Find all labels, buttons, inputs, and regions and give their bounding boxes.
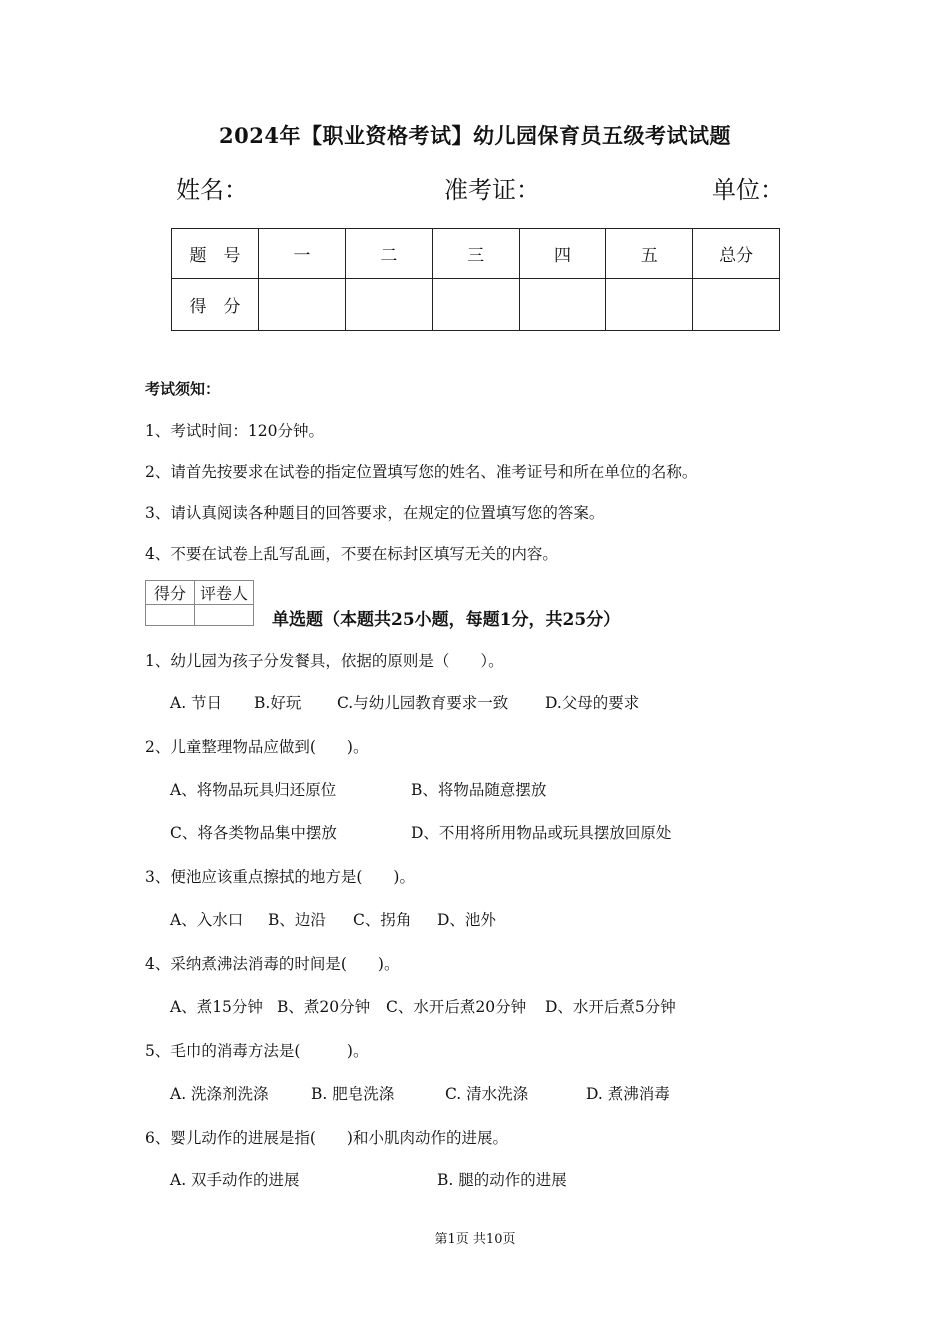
option-b: B、将物品随意摆放 — [411, 781, 547, 799]
score-input-cell[interactable] — [606, 279, 693, 331]
question-stem: 3、便池应该重点擦拭的地方是( )。 — [145, 868, 415, 886]
score-table-cell: 一 — [259, 229, 346, 279]
score-table — [171, 228, 780, 331]
score-table-cell: 五 — [606, 229, 693, 279]
grader-score-cell[interactable] — [146, 605, 195, 626]
notice-item: 3、请认真阅读各种题目的回答要求，在规定的位置填写您的答案。 — [145, 504, 605, 522]
option-d: D、水开后煮5分钟 — [545, 998, 676, 1016]
grader-name-label: 评卷人 — [195, 581, 254, 605]
exam-id-field-label: 准考证： — [444, 176, 540, 204]
page-footer: 第1页 共10页 — [434, 1232, 516, 1247]
score-table-header-row — [172, 229, 780, 279]
notice-item: 2、请首先按要求在试卷的指定位置填写您的姓名、准考证号和所在单位的名称。 — [145, 463, 698, 481]
score-table-cell: 三 — [432, 229, 519, 279]
option-d: D、不用将所用物品或玩具摆放回原处 — [411, 824, 672, 842]
unit-field-label: 单位： — [712, 176, 784, 204]
option-d: D.父母的要求 — [545, 694, 640, 712]
score-input-cell[interactable] — [519, 279, 606, 331]
score-input-cell[interactable] — [432, 279, 519, 331]
question-stem: 2、儿童整理物品应做到( )。 — [145, 738, 369, 756]
option-b: B. 肥皂洗涤 — [311, 1085, 395, 1103]
name-field-label: 姓名： — [176, 176, 248, 204]
option-a: A、入水口 — [170, 911, 244, 929]
option-a: A、煮15分钟 — [170, 998, 263, 1016]
option-c: C.与幼儿园教育要求一致 — [337, 694, 509, 712]
score-table-score-row — [172, 279, 780, 331]
notice-item: 1、考试时间：120分钟。 — [145, 422, 324, 440]
option-a: A. 洗涤剂洗涤 — [170, 1085, 269, 1103]
option-b: B、边沿 — [268, 911, 326, 929]
option-d: D. 煮沸消毒 — [586, 1085, 670, 1103]
option-c: C、拐角 — [353, 911, 412, 929]
option-d: D、池外 — [437, 911, 496, 929]
notice-heading: 考试须知： — [145, 380, 221, 398]
grader-box — [145, 580, 254, 626]
question-stem: 1、幼儿园为孩子分发餐具，依据的原则是（ ）。 — [145, 652, 504, 670]
score-table-cell: 总分 — [693, 229, 780, 279]
score-table-cell: 题 号 — [172, 229, 259, 279]
exam-title: 2024年【职业资格考试】幼儿园保育员五级考试试题 — [219, 123, 731, 148]
question-stem: 4、采纳煮沸法消毒的时间是( )。 — [145, 955, 400, 973]
grader-name-cell[interactable] — [195, 605, 254, 626]
score-table-cell: 二 — [345, 229, 432, 279]
option-a: A. 节日 — [170, 694, 223, 712]
option-a: A、将物品玩具归还原位 — [170, 781, 337, 799]
score-table-cell: 四 — [519, 229, 606, 279]
notice-item: 4、不要在试卷上乱写乱画，不要在标封区填写无关的内容。 — [145, 545, 558, 563]
section-title: 单选题（本题共25小题，每题1分，共25分） — [272, 610, 621, 630]
grader-score-label: 得分 — [146, 581, 195, 605]
score-input-cell[interactable] — [693, 279, 780, 331]
score-input-cell[interactable] — [345, 279, 432, 331]
score-input-cell[interactable] — [259, 279, 346, 331]
option-a: A. 双手动作的进展 — [170, 1171, 300, 1189]
score-table-cell: 得 分 — [172, 279, 259, 331]
question-stem: 6、婴儿动作的进展是指( )和小肌肉动作的进展。 — [145, 1129, 508, 1147]
option-b: B.好玩 — [254, 694, 302, 712]
option-c: C、水开后煮20分钟 — [386, 998, 527, 1016]
option-c: C、将各类物品集中摆放 — [170, 824, 337, 842]
option-c: C. 清水洗涤 — [445, 1085, 529, 1103]
question-stem: 5、毛巾的消毒方法是( )。 — [145, 1042, 369, 1060]
option-b: B、煮20分钟 — [277, 998, 371, 1016]
option-b: B. 腿的动作的进展 — [437, 1171, 567, 1189]
